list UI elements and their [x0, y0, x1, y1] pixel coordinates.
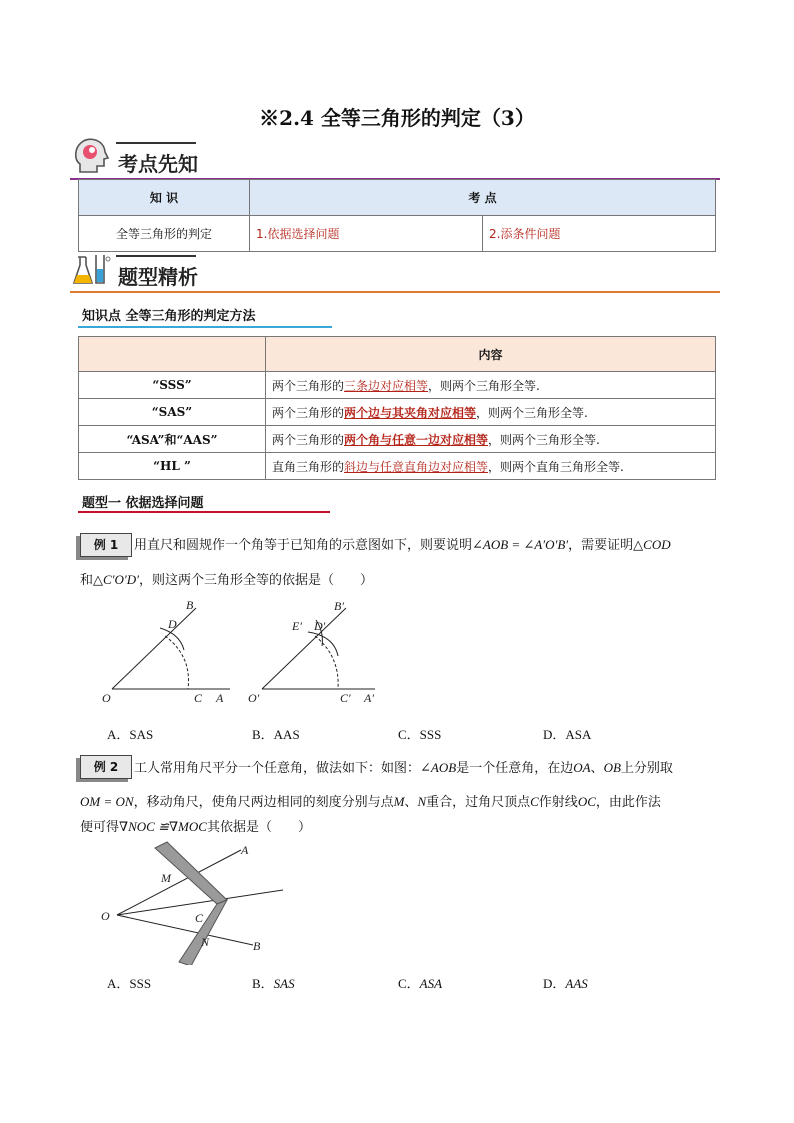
text: ，由此作法	[595, 795, 661, 810]
method-pre: 直角三角形的	[272, 459, 345, 474]
text: 上分别取	[620, 761, 673, 776]
text: 便可得	[80, 820, 120, 835]
label-C: C	[195, 911, 204, 925]
math: OM = ON	[80, 794, 134, 809]
label-C: C	[194, 691, 203, 705]
method-key: 三条边对应相等	[344, 378, 429, 393]
method-name: “HL ”	[79, 453, 266, 480]
label-O: O	[101, 909, 110, 923]
knowledge-table	[78, 179, 716, 252]
option-c[interactable]: C．SSS	[398, 727, 442, 742]
example-2-badge: 例 2	[80, 755, 132, 779]
label-B-prime: B′	[334, 599, 344, 613]
header-point: 考 点	[250, 180, 716, 216]
knowledge-point-underline	[78, 326, 332, 328]
text: 、	[404, 795, 418, 810]
math: M	[393, 794, 405, 809]
method-key: 两个角与任意一边对应相等	[344, 432, 489, 447]
label-C-prime: C′	[340, 691, 351, 705]
label-A: A	[241, 843, 249, 857]
text: 是一个任意角，在边	[456, 761, 574, 776]
method-post: ，则两个三角形全等.	[488, 432, 600, 447]
point-cell-2: 2.添条件问题	[483, 216, 716, 252]
label-O-prime: O′	[248, 691, 260, 705]
section-title: 考点先知	[118, 152, 198, 176]
text: 工人常用角尺平分一个任意角，做法如下：如图：	[134, 761, 421, 776]
method-post: ，则两个三角形全等.	[476, 405, 588, 420]
text: 作射线	[538, 795, 578, 810]
text: ，则这两个三角形全等的依据是（ ）	[139, 573, 374, 588]
label-A-prime: A′	[364, 691, 374, 705]
option-d[interactable]: D．ASA	[543, 727, 592, 742]
text: 用直尺和圆规作一个角等于已知角的示意图如下，则要说明	[134, 538, 473, 553]
math: ∠AOB	[420, 760, 457, 775]
brain-head-icon	[72, 136, 110, 176]
method-name: “SAS”	[79, 399, 266, 426]
method-header-empty	[79, 337, 266, 372]
text: 、	[590, 761, 604, 776]
text: 其依据是（ ）	[206, 820, 311, 835]
label-B: B	[253, 939, 261, 953]
section-title: 题型精析	[118, 265, 198, 289]
math: ∇NOC ≌∇MOC	[119, 819, 207, 834]
method-name: “SSS”	[79, 372, 266, 399]
text: ，需要证明	[568, 538, 634, 553]
point-cell-1: 1.依据选择问题	[250, 216, 483, 252]
label-M: M	[161, 871, 171, 885]
label-E-prime: E′	[292, 619, 302, 633]
right-angle-figure	[248, 599, 375, 705]
option-letter: C．	[398, 976, 420, 991]
example-1-figure	[90, 598, 390, 710]
method-table	[78, 336, 716, 480]
type-one-underline	[78, 511, 330, 513]
header-knowledge: 知 识	[79, 180, 250, 216]
option-letter: D．	[543, 976, 566, 991]
example-2-figure	[95, 840, 295, 965]
type-one-title: 题型一 依据选择问题	[82, 496, 204, 511]
table-row	[79, 399, 716, 426]
knowledge-point-title: 知识点 全等三角形的判定方法	[82, 309, 256, 324]
option-value: AAS	[565, 976, 588, 991]
math: △COD	[633, 537, 671, 552]
method-post: ，则两个三角形全等.	[428, 378, 540, 393]
text: ，移动角尺，使角尺两边相同的刻度分别与点	[133, 795, 394, 810]
label-A: A	[216, 691, 224, 705]
left-angle-figure	[102, 598, 230, 705]
math: △C′O′D′	[93, 572, 139, 587]
option-a[interactable]: A．SAS	[107, 727, 154, 742]
option-b[interactable]: B．AAS	[252, 727, 300, 742]
option-a[interactable]: A．SSS	[107, 976, 152, 991]
option-b[interactable]	[252, 973, 295, 992]
table-row	[79, 453, 716, 480]
label-B: B	[186, 598, 194, 612]
method-pre: 两个三角形的	[272, 432, 345, 447]
option-d[interactable]	[543, 973, 588, 992]
method-name: “ASA”和“AAS”	[79, 426, 266, 453]
method-header-content: 内容	[266, 337, 716, 372]
text: 和	[80, 573, 94, 588]
math: ∠AOB = ∠A′O′B′	[472, 537, 569, 552]
option-letter: B．	[252, 976, 274, 991]
math: OB	[603, 760, 621, 775]
page-title: ※2.4 全等三角形的判定（3）	[259, 106, 535, 130]
section-header-kaodian	[70, 140, 720, 180]
option-value: ASA	[419, 976, 443, 991]
table-row	[79, 372, 716, 399]
math: N	[417, 794, 427, 809]
method-key: 斜边与任意直角边对应相等	[344, 459, 489, 474]
option-value: SAS	[273, 976, 295, 991]
math: OA	[573, 760, 591, 775]
section-header-tixing	[70, 253, 720, 293]
example-1-badge: 例 1	[80, 533, 132, 557]
example-1-line2	[80, 562, 373, 598]
label-O: O	[102, 691, 111, 705]
method-pre: 两个三角形的	[272, 378, 345, 393]
method-pre: 两个三角形的	[272, 405, 345, 420]
option-c[interactable]	[398, 973, 442, 992]
table-row	[79, 426, 716, 453]
lab-flask-icon	[72, 251, 112, 289]
topic-cell: 全等三角形的判定	[79, 216, 250, 252]
text: 重合，过角尺顶点	[426, 795, 531, 810]
label-D: D	[168, 617, 177, 631]
method-post: ，则两个直角三角形全等.	[488, 459, 624, 474]
math: C	[530, 794, 539, 809]
label-N: N	[201, 935, 210, 949]
label-D-prime: D′	[314, 619, 326, 633]
example-1-line1	[134, 527, 734, 563]
method-key: 两个边与其夹角对应相等	[344, 405, 477, 420]
math: OC	[577, 794, 596, 809]
example-2-line1	[134, 750, 673, 786]
